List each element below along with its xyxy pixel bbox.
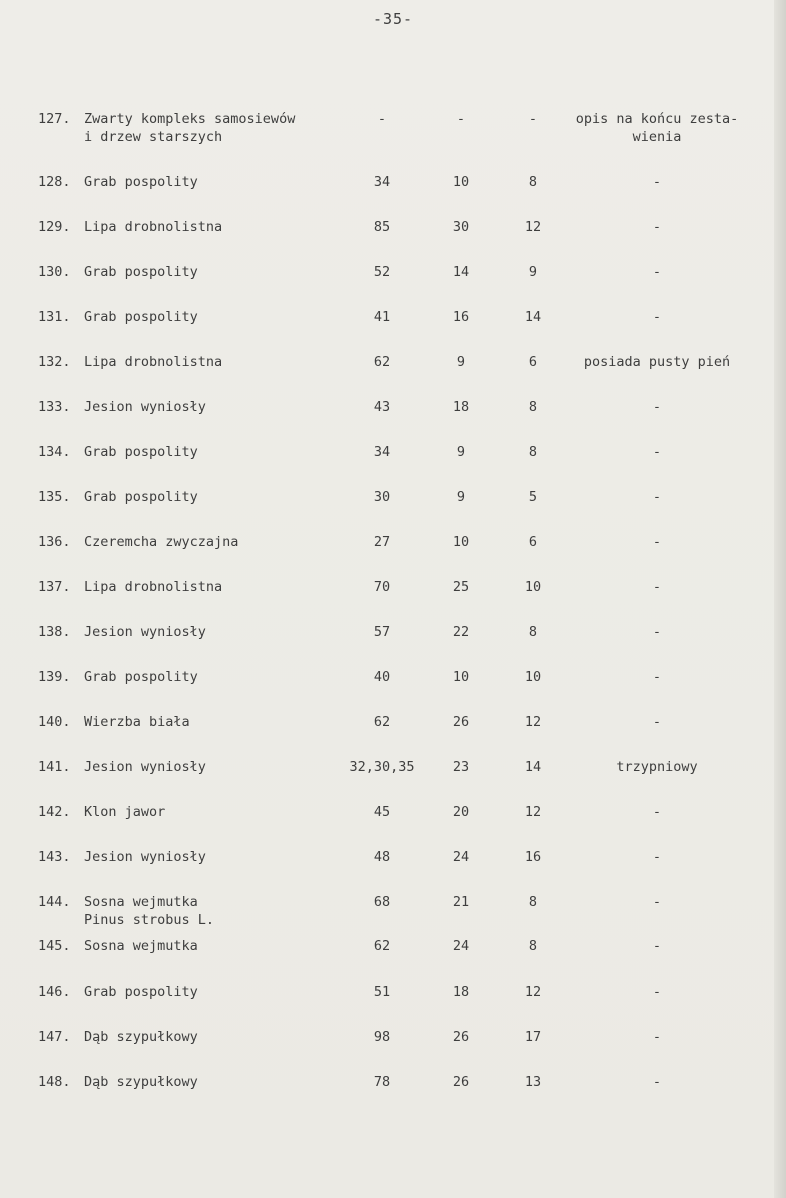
height-value: 21 — [452, 894, 470, 910]
height-value: 20 — [452, 804, 470, 820]
diameter-value: 62 — [373, 354, 391, 370]
note-text: - — [652, 489, 662, 505]
note-text: - — [652, 1074, 662, 1090]
row-number: 129. — [38, 219, 71, 235]
diameter-value: 27 — [373, 534, 391, 550]
table-row — [0, 110, 786, 150]
row-number: 128. — [38, 174, 71, 190]
note-text: - — [652, 714, 662, 730]
height-value: 26 — [452, 714, 470, 730]
table-row — [0, 848, 786, 888]
crown-value: 9 — [528, 264, 538, 280]
table-row — [0, 578, 786, 618]
height-value: 25 — [452, 579, 470, 595]
diameter-value: - — [377, 111, 387, 127]
row-number: 139. — [38, 669, 71, 685]
species-name: Wierzba biała — [84, 714, 190, 730]
table-row — [0, 173, 786, 213]
note-text: - — [652, 309, 662, 325]
height-value: 24 — [452, 849, 470, 865]
species-name: Grab pospolity — [84, 309, 198, 325]
row-number: 135. — [38, 489, 71, 505]
species-name: Grab pospolity — [84, 669, 198, 685]
row-number: 133. — [38, 399, 71, 415]
crown-value: 8 — [528, 894, 538, 910]
crown-value: 12 — [524, 804, 542, 820]
table-row — [0, 218, 786, 258]
note-text: - — [652, 219, 662, 235]
crown-value: 14 — [524, 309, 542, 325]
species-name: Sosna wejmutka Pinus strobus L. — [84, 894, 215, 928]
row-number: 136. — [38, 534, 71, 550]
species-name: Dąb szypułkowy — [84, 1074, 198, 1090]
table-row — [0, 937, 786, 977]
diameter-value: 52 — [373, 264, 391, 280]
height-value: 9 — [456, 489, 466, 505]
crown-value: 6 — [528, 354, 538, 370]
height-value: 9 — [456, 444, 466, 460]
row-number: 144. — [38, 894, 71, 910]
table-row — [0, 713, 786, 753]
height-value: 26 — [452, 1029, 470, 1045]
crown-value: 12 — [524, 219, 542, 235]
note-text: - — [652, 894, 662, 910]
note-text: - — [652, 444, 662, 460]
species-name: Jesion wyniosły — [84, 759, 206, 775]
note-text: - — [652, 984, 662, 1000]
crown-value: 13 — [524, 1074, 542, 1090]
species-name: Lipa drobnolistna — [84, 354, 223, 370]
crown-value: 17 — [524, 1029, 542, 1045]
note-text: - — [652, 534, 662, 550]
table-row — [0, 1073, 786, 1113]
diameter-value: 62 — [373, 938, 391, 954]
height-value: 10 — [452, 669, 470, 685]
crown-value: 14 — [524, 759, 542, 775]
species-name: Grab pospolity — [84, 264, 198, 280]
crown-value: 8 — [528, 399, 538, 415]
crown-value: 8 — [528, 624, 538, 640]
page-number: -35- — [372, 10, 414, 28]
note-text: - — [652, 264, 662, 280]
diameter-value: 98 — [373, 1029, 391, 1045]
height-value: 10 — [452, 534, 470, 550]
note-text: - — [652, 669, 662, 685]
row-number: 143. — [38, 849, 71, 865]
table-row — [0, 533, 786, 573]
row-number: 132. — [38, 354, 71, 370]
table-row — [0, 443, 786, 483]
note-text: - — [652, 849, 662, 865]
diameter-value: 40 — [373, 669, 391, 685]
row-number: 137. — [38, 579, 71, 595]
crown-value: 16 — [524, 849, 542, 865]
diameter-value: 62 — [373, 714, 391, 730]
diameter-value: 34 — [373, 174, 391, 190]
note-text: - — [652, 1029, 662, 1045]
table-row — [0, 263, 786, 303]
height-value: 26 — [452, 1074, 470, 1090]
row-number: 130. — [38, 264, 71, 280]
species-name: Grab pospolity — [84, 174, 198, 190]
table-row — [0, 893, 786, 933]
species-name: Grab pospolity — [84, 444, 198, 460]
diameter-value: 68 — [373, 894, 391, 910]
height-value: 16 — [452, 309, 470, 325]
crown-value: 12 — [524, 714, 542, 730]
diameter-value: 48 — [373, 849, 391, 865]
table-row — [0, 623, 786, 663]
diameter-value: 51 — [373, 984, 391, 1000]
species-name: Grab pospolity — [84, 489, 198, 505]
species-name: Lipa drobnolistna — [84, 579, 223, 595]
height-value: 14 — [452, 264, 470, 280]
diameter-value: 41 — [373, 309, 391, 325]
species-name: Dąb szypułkowy — [84, 1029, 198, 1045]
diameter-value: 78 — [373, 1074, 391, 1090]
height-value: 24 — [452, 938, 470, 954]
row-number: 138. — [38, 624, 71, 640]
species-name: Grab pospolity — [84, 984, 198, 1000]
diameter-value: 70 — [373, 579, 391, 595]
diameter-value: 34 — [373, 444, 391, 460]
table-row — [0, 488, 786, 528]
row-number: 141. — [38, 759, 71, 775]
crown-value: 8 — [528, 174, 538, 190]
crown-value: 8 — [528, 444, 538, 460]
table-row — [0, 353, 786, 393]
species-name: Klon jawor — [84, 804, 166, 820]
height-value: 22 — [452, 624, 470, 640]
height-value: 9 — [456, 354, 466, 370]
species-name: Lipa drobnolistna — [84, 219, 223, 235]
species-name: Zwarty kompleks samosiewów i drzew starszych — [84, 111, 296, 145]
row-number: 148. — [38, 1074, 71, 1090]
row-number: 131. — [38, 309, 71, 325]
table-row — [0, 803, 786, 843]
table-row — [0, 308, 786, 348]
crown-value: 10 — [524, 579, 542, 595]
species-name: Jesion wyniosły — [84, 399, 206, 415]
row-number: 142. — [38, 804, 71, 820]
note-text: opis na końcu zesta- wienia — [575, 111, 739, 145]
note-text: - — [652, 804, 662, 820]
height-value: 10 — [452, 174, 470, 190]
note-text: - — [652, 174, 662, 190]
diameter-value: 30 — [373, 489, 391, 505]
row-number: 147. — [38, 1029, 71, 1045]
height-value: 23 — [452, 759, 470, 775]
note-text: - — [652, 399, 662, 415]
table-row — [0, 983, 786, 1023]
crown-value: 10 — [524, 669, 542, 685]
diameter-value: 32,30,35 — [349, 759, 415, 775]
diameter-value: 57 — [373, 624, 391, 640]
height-value: 18 — [452, 984, 470, 1000]
row-number: 146. — [38, 984, 71, 1000]
species-name: Jesion wyniosły — [84, 849, 206, 865]
species-name: Czeremcha zwyczajna — [84, 534, 239, 550]
crown-value: 12 — [524, 984, 542, 1000]
row-number: 140. — [38, 714, 71, 730]
crown-value: 6 — [528, 534, 538, 550]
diameter-value: 43 — [373, 399, 391, 415]
table-row — [0, 398, 786, 438]
crown-value: 8 — [528, 938, 538, 954]
note-text: posiada pusty pień — [583, 354, 731, 370]
table-row — [0, 758, 786, 798]
note-text: - — [652, 624, 662, 640]
crown-value: 5 — [528, 489, 538, 505]
diameter-value: 45 — [373, 804, 391, 820]
row-number: 145. — [38, 938, 71, 954]
height-value: 18 — [452, 399, 470, 415]
species-name: Sosna wejmutka — [84, 938, 198, 954]
height-value: - — [456, 111, 466, 127]
species-name: Jesion wyniosły — [84, 624, 206, 640]
row-number: 134. — [38, 444, 71, 460]
height-value: 30 — [452, 219, 470, 235]
crown-value: - — [528, 111, 538, 127]
table-row — [0, 668, 786, 708]
table-row — [0, 1028, 786, 1068]
diameter-value: 85 — [373, 219, 391, 235]
row-number: 127. — [38, 111, 71, 127]
note-text: trzypniowy — [616, 759, 698, 775]
note-text: - — [652, 938, 662, 954]
note-text: - — [652, 579, 662, 595]
